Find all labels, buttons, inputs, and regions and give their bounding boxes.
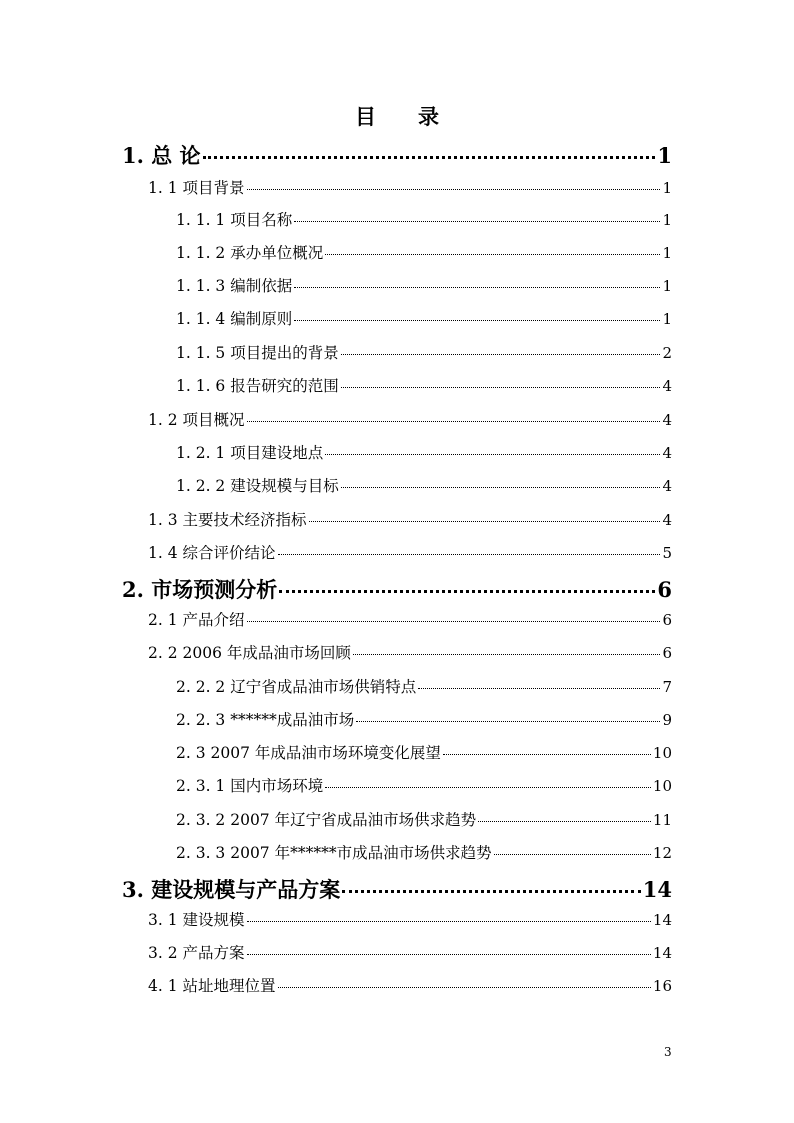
- toc-entry-page: 4: [662, 511, 672, 529]
- toc-entry-page: 1: [657, 143, 672, 168]
- toc-entry-label: 4. 1 站址地理位置: [148, 977, 276, 995]
- toc-leader-dots: [341, 386, 661, 388]
- toc-entry[interactable]: [148, 408, 672, 430]
- toc-entry-label: 1. 2. 1 项目建设地点: [176, 444, 324, 462]
- toc-entry-label: 2. 2 2006 年成品油市场回顾: [148, 644, 351, 662]
- toc-entry-page: 4: [662, 411, 672, 429]
- toc-title-left: 目: [355, 104, 376, 129]
- toc-entry-page: 4: [662, 444, 672, 462]
- toc-leader-dots: [247, 920, 651, 922]
- toc-entry-label: 2. 市场预测分析: [122, 577, 278, 602]
- toc-entry[interactable]: [148, 908, 672, 930]
- toc-entry[interactable]: [176, 374, 672, 396]
- toc-leader-dots: [294, 319, 660, 321]
- toc-leader-dots: [294, 220, 660, 222]
- toc-entry[interactable]: [122, 874, 672, 904]
- toc-leader-dots: [341, 353, 661, 355]
- toc-entry[interactable]: [176, 774, 672, 796]
- toc-entry-page: 14: [652, 944, 672, 962]
- toc-leader-dots: [494, 853, 651, 855]
- toc-entry[interactable]: [176, 708, 672, 730]
- toc-leader-dots: [356, 720, 660, 722]
- toc-entry[interactable]: [148, 508, 672, 530]
- toc-entry-label: 1. 1. 3 编制依据: [176, 277, 293, 295]
- toc-entry-label: 1. 2. 2 建设规模与目标: [176, 477, 339, 495]
- toc-entry-label: 2. 3. 2 2007 年辽宁省成品油市场供求趋势: [176, 811, 477, 829]
- toc-entry-label: 1. 3 主要技术经济指标: [148, 511, 307, 529]
- toc-entry-page: 10: [652, 744, 672, 762]
- toc-leader-dots: [247, 620, 661, 622]
- toc-entry-page: 2: [662, 344, 672, 362]
- toc-entry[interactable]: [176, 474, 672, 496]
- toc-entry-page: 12: [652, 844, 672, 862]
- toc-entry-label: 1. 1. 1 项目名称: [176, 211, 293, 229]
- toc-entry[interactable]: [148, 541, 672, 563]
- toc-leader-dots: [341, 486, 661, 488]
- toc-leader-dots: [309, 520, 661, 522]
- toc-entry[interactable]: [148, 176, 672, 198]
- toc-leader-dots: [279, 589, 655, 593]
- toc-entry-label: 1. 1. 5 项目提出的背景: [176, 344, 339, 362]
- toc-entry-page: 10: [652, 777, 672, 795]
- toc-entry[interactable]: [176, 274, 672, 296]
- toc-entry[interactable]: [176, 741, 672, 763]
- toc-leader-dots: [325, 453, 660, 455]
- toc-leader-dots: [294, 286, 660, 288]
- toc-entry-page: 14: [652, 911, 672, 929]
- toc-entry-page: 14: [642, 877, 672, 902]
- toc-entry-label: 1. 1 项目背景: [148, 179, 245, 197]
- toc-entry-label: 1. 1. 4 编制原则: [176, 310, 293, 328]
- toc-leader-dots: [443, 753, 651, 755]
- toc-entry-label: 1. 2 项目概况: [148, 411, 245, 429]
- toc-entry-label: 2. 3 2007 年成品油市场环境变化展望: [176, 744, 441, 762]
- toc-entry-label: 1. 1. 2 承办单位概况: [176, 244, 324, 262]
- toc-entry-page: 6: [657, 577, 672, 602]
- toc-leader-dots: [278, 986, 651, 988]
- toc-entry-page: 4: [662, 477, 672, 495]
- toc-entry[interactable]: [176, 675, 672, 697]
- toc-leader-dots: [478, 820, 651, 822]
- toc-entry-label: 2. 1 产品介绍: [148, 611, 245, 629]
- toc-entry-page: 1: [662, 310, 672, 328]
- toc-entry-label: 3. 2 产品方案: [148, 944, 245, 962]
- toc-entry[interactable]: [176, 341, 672, 363]
- toc-leader-dots: [418, 687, 660, 689]
- toc-leader-dots: [278, 553, 661, 555]
- toc-entry[interactable]: [176, 441, 672, 463]
- toc-entry-page: 1: [662, 244, 672, 262]
- toc-entry-page: 1: [662, 211, 672, 229]
- toc-entry[interactable]: [176, 241, 672, 263]
- toc-leader-dots: [353, 653, 661, 655]
- toc-entry-page: 16: [652, 977, 672, 995]
- toc-entry-page: 9: [662, 711, 672, 729]
- toc-entry[interactable]: [148, 608, 672, 630]
- toc-entry-page: 4: [662, 377, 672, 395]
- toc-entry-label: 3. 1 建设规模: [148, 911, 245, 929]
- toc-leader-dots: [342, 889, 641, 893]
- toc-entry-page: 1: [662, 179, 672, 197]
- toc-entry[interactable]: [148, 641, 672, 663]
- page-number: 3: [664, 1045, 672, 1059]
- toc-entry[interactable]: [176, 307, 672, 329]
- toc-entry[interactable]: [176, 808, 672, 830]
- toc-entry[interactable]: [122, 574, 672, 604]
- toc-entry-label: 2. 2. 3 ******成品油市场: [176, 711, 355, 729]
- toc-leader-dots: [247, 188, 661, 190]
- toc-entry-label: 2. 2. 2 辽宁省成品油市场供销特点: [176, 678, 417, 696]
- toc-entry-page: 7: [662, 678, 672, 696]
- toc-leader-dots: [325, 253, 660, 255]
- toc-leader-dots: [203, 155, 656, 159]
- toc-entry[interactable]: [148, 974, 672, 996]
- toc-entry-label: 2. 3. 1 国内市场环境: [176, 777, 324, 795]
- toc-title-right: 录: [418, 104, 439, 129]
- toc-entry-label: 2. 3. 3 2007 年******市成品油市场供求趋势: [176, 844, 492, 862]
- toc-entry-page: 11: [652, 811, 672, 829]
- toc-entry[interactable]: [176, 208, 672, 230]
- toc-entry-page: 5: [662, 544, 672, 562]
- toc-leader-dots: [325, 786, 651, 788]
- toc-entry-page: 1: [662, 277, 672, 295]
- toc-entry-label: 1. 1. 6 报告研究的范围: [176, 377, 339, 395]
- toc-entry-label: 1. 4 综合评价结论: [148, 544, 276, 562]
- toc-entry-page: 6: [662, 611, 672, 629]
- toc-entry[interactable]: [148, 941, 672, 963]
- toc-entry-page: 6: [662, 644, 672, 662]
- toc-entry-label: 1. 总 论: [122, 143, 201, 168]
- toc-entry-label: 3. 建设规模与产品方案: [122, 877, 341, 902]
- toc-entry[interactable]: [122, 140, 672, 170]
- toc-entry[interactable]: [176, 841, 672, 863]
- toc-leader-dots: [247, 420, 661, 422]
- toc-leader-dots: [247, 953, 651, 955]
